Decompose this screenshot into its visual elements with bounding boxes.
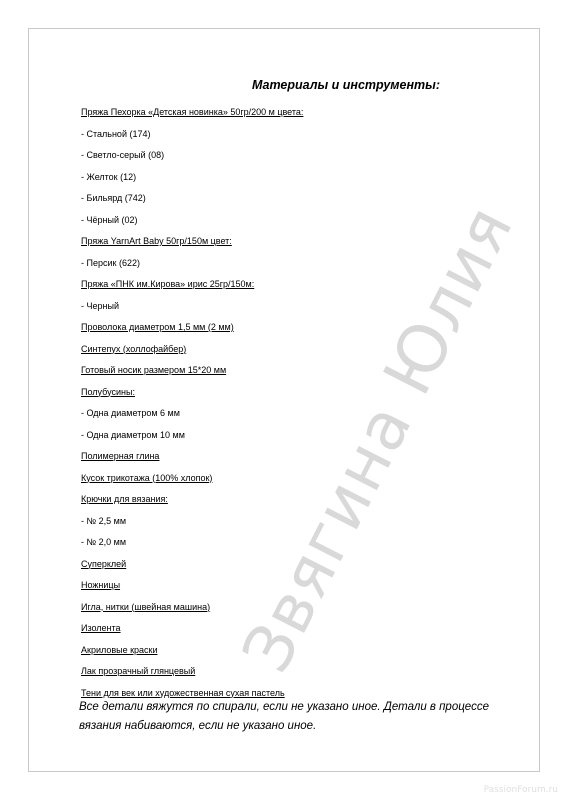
material-subitem: - Желток (12) xyxy=(81,171,137,182)
material-heading: Синтепух (холлофайбер) xyxy=(81,343,187,354)
material-heading: Суперклей xyxy=(81,558,127,569)
materials-list xyxy=(81,102,528,704)
material-subitem: - Одна диаметром 6 мм xyxy=(81,408,180,418)
material-heading: Пряжа Пехорка «Детская новинка» 50гр/200 м цвета: xyxy=(81,107,304,117)
material-subitem: - № 2,0 мм xyxy=(81,537,127,547)
material-heading: Изолента xyxy=(81,623,121,633)
material-heading: Готовый носик размером 15*20 мм xyxy=(81,365,227,375)
material-heading: Крючки для вязания: xyxy=(81,494,168,504)
material-subitem: - Одна диаметром 10 мм xyxy=(81,429,185,440)
material-subitem: - Персик (622) xyxy=(81,257,140,268)
material-heading: Лак прозрачный глянцевый xyxy=(81,666,196,676)
material-heading: Кусок трикотажа (100% хлопок) xyxy=(81,472,213,483)
document-page xyxy=(28,28,540,772)
material-subitem: - Стальной (174) xyxy=(81,128,151,139)
material-heading: Пряжа «ПНК им.Кирова» ирис 25гр/150м: xyxy=(81,279,255,289)
page-title xyxy=(29,78,539,92)
material-heading: Полимерная глина xyxy=(81,451,160,461)
material-subitem: - Бильярд (742) xyxy=(81,193,146,203)
watermark: Звягина Юлия xyxy=(227,193,528,685)
footer-note: Все детали вяжутся по спирали, если не указано иное. Детали в процессе вязания набиваются, если не указано иное. xyxy=(79,701,489,732)
page-title-text: Материалы и инструменты: xyxy=(251,78,441,92)
material-subitem: - Чёрный (02) xyxy=(81,214,138,225)
material-subitem: - Светло-серый (08) xyxy=(81,150,165,160)
site-watermark: PassionForum.ru xyxy=(483,785,558,795)
material-heading: Полубусины: xyxy=(81,386,135,397)
material-heading: Пряжа YarnArt Baby 50гр/150м цвет: xyxy=(81,236,232,246)
material-heading: Проволока диаметром 1,5 мм (2 мм) xyxy=(81,322,234,332)
material-heading: Тени для век или художественная сухая пастель xyxy=(81,687,285,698)
material-subitem: - Черный xyxy=(81,300,119,311)
material-heading: Акриловые краски xyxy=(81,644,158,655)
material-heading: Ножницы xyxy=(81,580,121,590)
material-subitem: - № 2,5 мм xyxy=(81,515,127,526)
material-heading: Игла, нитки (швейная машина) xyxy=(81,601,211,612)
